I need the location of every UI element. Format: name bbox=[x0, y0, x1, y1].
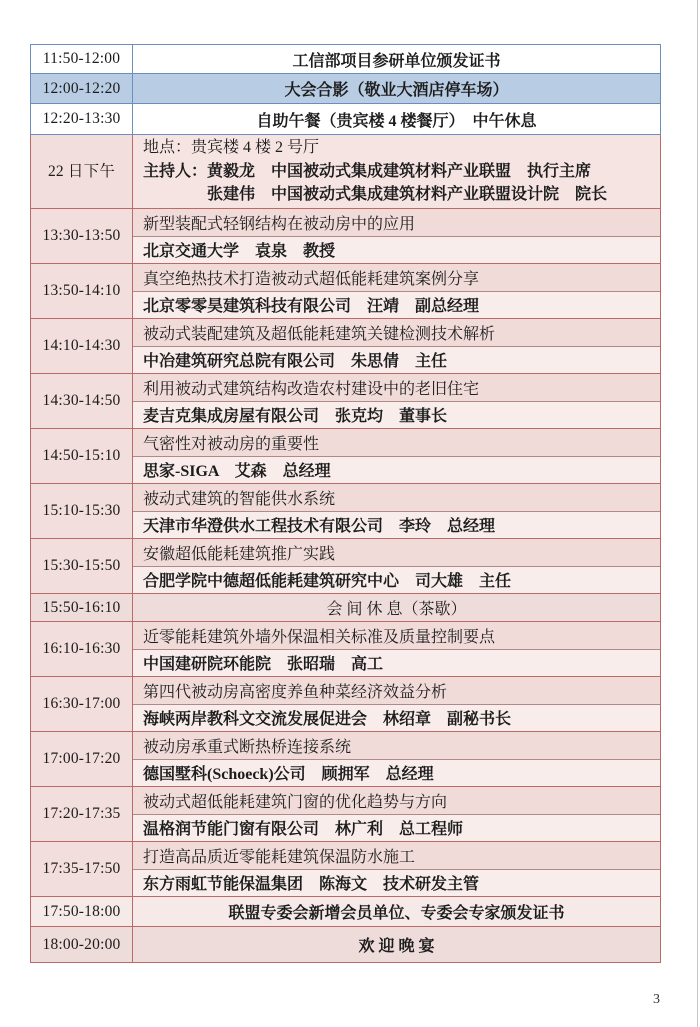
talk-title: 利用被动式建筑结构改造农村建设中的老旧住宅 bbox=[133, 374, 660, 402]
time-cell: 14:10-14:30 bbox=[31, 319, 133, 373]
time-cell: 14:30-14:50 bbox=[31, 374, 133, 428]
table-row bbox=[30, 539, 661, 594]
time-cell: 16:30-17:00 bbox=[31, 677, 133, 731]
table-row bbox=[30, 484, 661, 539]
table-row bbox=[30, 927, 661, 963]
schedule-table bbox=[30, 44, 661, 963]
talk-presenter: 麦吉克集成房屋有限公司 张克均 董事长 bbox=[133, 402, 660, 429]
talk-title: 近零能耗建筑外墙外保温相关标准及质量控制要点 bbox=[133, 622, 660, 650]
time-cell: 12:20-13:30 bbox=[31, 104, 133, 134]
time-cell: 17:35-17:50 bbox=[31, 842, 133, 896]
time-cell: 15:10-15:30 bbox=[31, 484, 133, 538]
table-row bbox=[30, 104, 661, 135]
info-line: 主持人：黄毅龙 中国被动式集成建筑材料产业联盟 执行主席 bbox=[143, 162, 592, 180]
talk-presenter: 中国建研院环能院 张昭瑞 高工 bbox=[133, 650, 660, 677]
talk-title: 被动房承重式断热桥连接系统 bbox=[133, 732, 660, 760]
talk-title: 真空绝热技术打造被动式超低能耗建筑案例分享 bbox=[133, 264, 660, 292]
time-cell: 17:00-17:20 bbox=[31, 732, 133, 786]
event-text: 欢 迎 晚 宴 bbox=[358, 938, 435, 955]
table-row bbox=[30, 374, 661, 429]
talk-presenter: 中冶建筑研究总院有限公司 朱思倩 主任 bbox=[133, 347, 660, 374]
table-row bbox=[30, 264, 661, 319]
table-row bbox=[30, 74, 661, 104]
time-cell: 13:30-13:50 bbox=[31, 209, 133, 263]
page-edge-line bbox=[697, 0, 698, 1027]
event-text: 联盟专委会新增会员单位、专委会专家颁发证书 bbox=[228, 905, 565, 922]
time-cell: 11:50-12:00 bbox=[31, 45, 133, 73]
time-cell: 16:10-16:30 bbox=[31, 622, 133, 676]
table-row bbox=[30, 594, 661, 622]
event-text: 自助午餐（贵宾楼 4 楼餐厅） 中午休息 bbox=[256, 112, 537, 130]
talk-title: 第四代被动房高密度养鱼种菜经济效益分析 bbox=[133, 677, 660, 705]
info-line: 张建伟 中国被动式集成建筑材料产业联盟设计院 院长 bbox=[207, 186, 608, 204]
table-row bbox=[30, 44, 661, 74]
talk-presenter: 海峡两岸教科文交流发展促进会 林绍章 副秘书长 bbox=[133, 705, 660, 732]
time-cell: 13:50-14:10 bbox=[31, 264, 133, 318]
talk-presenter: 温格润节能门窗有限公司 林广利 总工程师 bbox=[133, 815, 660, 842]
talk-presenter: 德国墅科(Schoeck)公司 顾拥军 总经理 bbox=[133, 760, 660, 787]
table-row bbox=[30, 787, 661, 842]
time-cell: 17:20-17:35 bbox=[31, 787, 133, 841]
talk-presenter: 天津市华澄供水工程技术有限公司 李玲 总经理 bbox=[133, 512, 660, 539]
talk-title: 被动式装配建筑及超低能耗建筑关键检测技术解析 bbox=[133, 319, 660, 347]
table-row bbox=[30, 677, 661, 732]
time-cell: 15:50-16:10 bbox=[31, 594, 133, 621]
time-cell: 18:00-20:00 bbox=[31, 927, 133, 962]
event-text: 工信部项目参研单位颁发证书 bbox=[292, 52, 501, 70]
time-cell: 15:30-15:50 bbox=[31, 539, 133, 593]
time-cell: 12:00-12:20 bbox=[31, 74, 133, 103]
event-text: 会 间 休 息（茶歇） bbox=[326, 601, 467, 618]
event-text: 大会合影（敬业大酒店停车场） bbox=[284, 82, 509, 99]
talk-title: 安徽超低能耗建筑推广实践 bbox=[133, 539, 660, 567]
page-number: 3 bbox=[653, 992, 660, 1007]
talk-title: 被动式超低能耗建筑门窗的优化趋势与方向 bbox=[133, 787, 660, 815]
talk-presenter: 思家-SIGA 艾森 总经理 bbox=[133, 457, 660, 484]
talk-title: 气密性对被动房的重要性 bbox=[133, 429, 660, 457]
table-row bbox=[30, 842, 661, 897]
table-row bbox=[30, 209, 661, 264]
table-row bbox=[30, 622, 661, 677]
talk-presenter: 北京零零昊建筑科技有限公司 汪靖 副总经理 bbox=[133, 292, 660, 319]
talk-presenter: 北京交通大学 袁泉 教授 bbox=[133, 237, 660, 264]
table-row bbox=[30, 732, 661, 787]
time-cell: 22 日下午 bbox=[31, 135, 133, 208]
talk-presenter: 合肥学院中德超低能耗建筑研究中心 司大雄 主任 bbox=[133, 567, 660, 594]
table-row bbox=[30, 319, 661, 374]
table-row bbox=[30, 897, 661, 927]
time-cell: 17:50-18:00 bbox=[31, 897, 133, 926]
talk-title: 被动式建筑的智能供水系统 bbox=[133, 484, 660, 512]
table-row bbox=[30, 429, 661, 484]
talk-title: 打造高品质近零能耗建筑保温防水施工 bbox=[133, 842, 660, 870]
table-row bbox=[30, 135, 661, 209]
talk-title: 新型装配式轻钢结构在被动房中的应用 bbox=[133, 209, 660, 237]
time-cell: 14:50-15:10 bbox=[31, 429, 133, 483]
talk-presenter: 东方雨虹节能保温集团 陈海文 技术研发主管 bbox=[133, 870, 660, 897]
info-line: 地点：贵宾楼 4 楼 2 号厅 bbox=[143, 139, 320, 157]
